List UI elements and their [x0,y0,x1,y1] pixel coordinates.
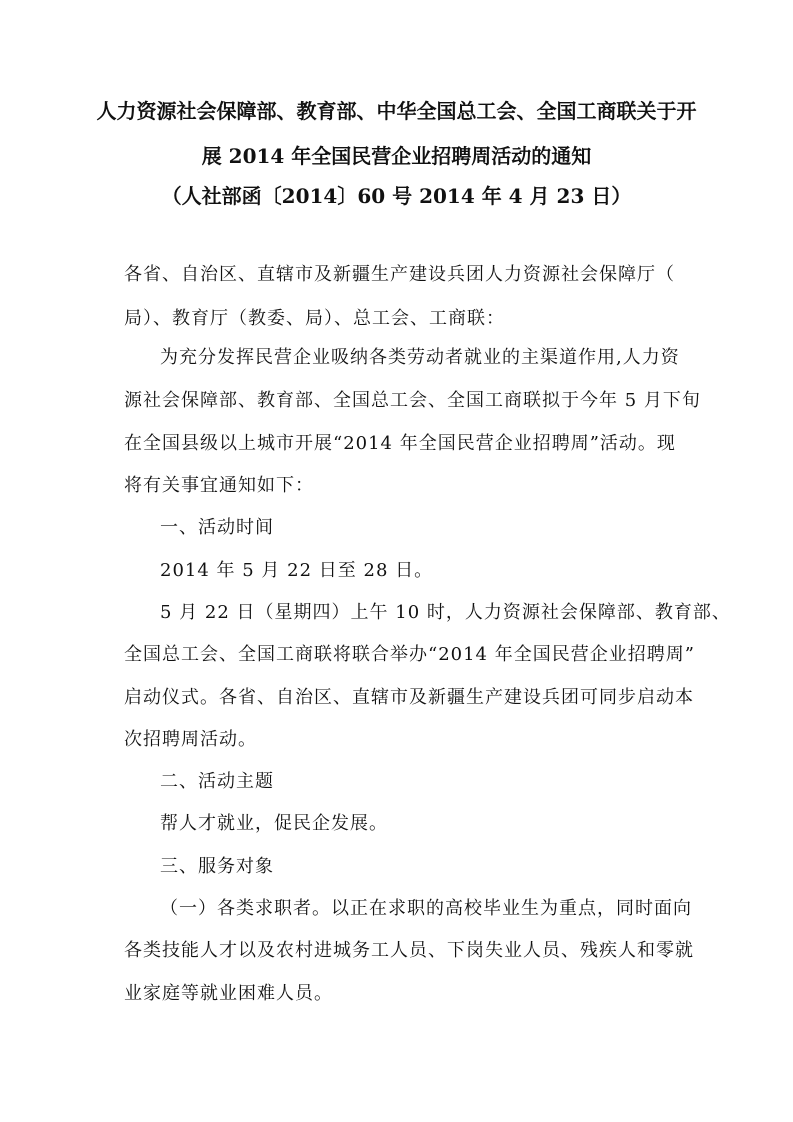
body-paragraph-line: 5 月 22 日（星期四）上午 10 时，人力资源社会保障部、教育部、 [160,602,731,623]
body-paragraph-line: 源社会保障部、教育部、全国总工会、全国工商联拟于今年 5 月下旬 [124,390,701,411]
body-paragraph-line: 为充分发挥民营企业吸纳各类劳动者就业的主渠道作用,人力资 [160,347,680,368]
section-heading-audience: 三、服务对象 [160,856,274,877]
body-paragraph-line: 次招聘周活动。 [124,729,257,750]
section-heading-time: 一、活动时间 [160,517,274,538]
body-paragraph-line: （一）各类求职者。以正在求职的高校毕业生为重点，同时面向 [160,898,692,919]
body-paragraph-line: 全国总工会、全国工商联将联合举办“2014 年全国民营企业招聘周” [124,644,695,665]
body-paragraph-line: 在全国县级以上城市开展“2014 年全国民营企业招聘周”活动。现 [124,433,676,454]
body-paragraph-line: 业家庭等就业困难人员。 [124,983,333,1004]
document-title-line-1: 人力资源社会保障部、教育部、中华全国总工会、全国工商联关于开 [96,99,697,123]
body-paragraph-line: 将有关事宜通知如下： [124,475,314,496]
addressee-line-2: 局）、教育厅（教委、局）、总工会、工商联： [124,308,505,329]
body-paragraph-line: 2014 年 5 月 22 日至 28 日。 [160,560,434,581]
section-heading-theme: 二、活动主题 [160,771,274,792]
body-paragraph-line: 帮人才就业，促民企发展。 [160,813,388,834]
body-paragraph-line: 启动仪式。各省、自治区、直辖市及新疆生产建设兵团可同步启动本 [124,687,694,708]
document-title-line-3: （人社部函〔2014〕60 号 2014 年 4 月 23 日） [161,184,632,208]
addressee-line-1: 各省、自治区、直辖市及新疆生产建设兵团人力资源社会保障厅（ [124,264,675,285]
body-paragraph-line: 各类技能人才以及农村进城务工人员、下岗失业人员、残疾人和零就 [124,940,694,961]
document-title-line-2: 展 2014 年全国民营企业招聘周活动的通知 [201,144,592,168]
